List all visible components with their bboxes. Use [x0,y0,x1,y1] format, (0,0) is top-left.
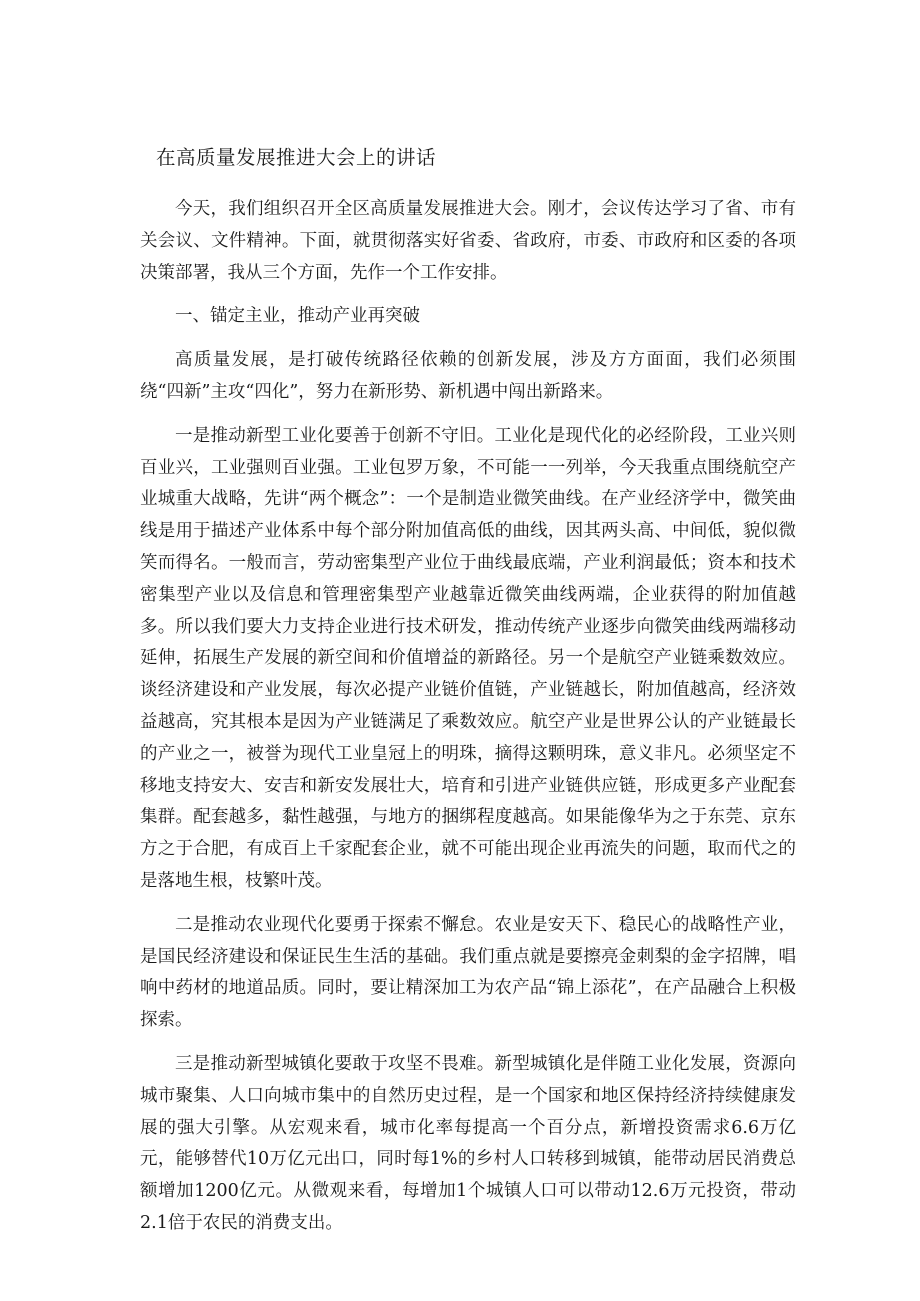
document-title: 在高质量发展推进大会上的讲话 [156,146,437,169]
section-heading: 一、锚定主业，推动产业再突破 [175,306,420,327]
intro-paragraph: 今天，我们组织召开全区高质量发展推进大会。刚才，会议传达学习了省、市有关会议、文件精神。下面，就贯彻落实好省委、省政府，市委、市政府和区委的各项决策部署，我从三个方面，先作一个工作安排。 [140,199,796,283]
point-two-paragraph: 二是推动农业现代化要勇于探索不懈怠。农业是安天下、稳民心的战略性产业，是国民经济建设和保证民生生活的基础。我们重点就是要擦亮金刺梨的金字招牌，唱响中药材的地道品质。同时，要让精深加工为农产品“锦上添花”，在产品融合上积极探索。 [140,914,796,1031]
document-page [140,140,796,1252]
point-one-paragraph: 一是推动新型工业化要善于创新不守旧。工业化是现代化的必经阶段，工业兴则百业兴，工业强则百业强。工业包罗万象，不可能一一列举，今天我重点围绕航空产业城重大战略，先讲“两个概念”：一个是制造业微笑曲线。在产业经济学中，微笑曲线是用于描述产业体系中每个部分附加值高低的曲线，因其两头高、中间低，貌似微笑而得名。一般而言，劳动密集型产业位于曲线最底端，产业利润最低；资本和技术密集型产业以及信息和管理密集型产业越靠近微笑曲线两端，企业获得的附加值越多。所以我们要大力支持企业进行技术研发，推动传统产业逐步向微笑曲线两端移动延伸，拓展生产发展的新空间和价值增益的新路径。另一个是航空产业链乘数效应。谈经济建设和产业发展，每次必提产业链价值链，产业链越长，附加值越高，经济效益越高，究其根本是因为产业链满足了乘数效应。航空产业是世界公认的产业链最长的产业之一，被誉为现代工业皇冠上的明珠，摘得这颗明珠，意义非凡。必须坚定不移地支持安大、安吉和新安发展壮大，培育和引进产业链供应链，形成更多产业配套集群。配套越多，黏性越强，与地方的捆绑程度越高。如果能像华为之于东莞、京东方之于合肥，有成百上千家配套企业，就不可能出现企业再流失的问题，取而代之的是落地生根，枝繁叶茂。 [140,425,796,891]
point-three-paragraph: 三是推动新型城镇化要敢于攻坚不畏难。新型城镇化是伴随工业化发展，资源向城市聚集、人口向城市集中的自然历史过程，是一个国家和地区保持经济持续健康发展的强大引擎。从宏观来看，城市化率每提高一个百分点，新增投资需求6.6万亿元，能够替代10万亿元出口，同时每1%的乡村人口转移到城镇，能带动居民消费总额增加1200亿元。从微观来看，每增加1个城镇人口可以带动12.6万元投资，带动2.1倍于农民的消费支出。 [140,1053,796,1233]
section-lead-paragraph: 高质量发展，是打破传统路径依赖的创新发展，涉及方方面面，我们必须围绕“四新”主攻“四化”，努力在新形势、新机遇中闯出新路来。 [140,350,796,402]
